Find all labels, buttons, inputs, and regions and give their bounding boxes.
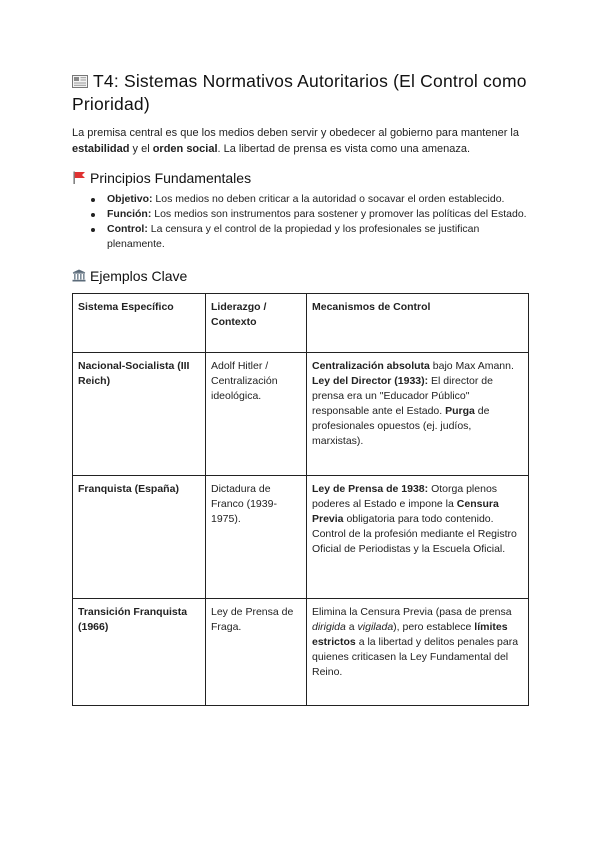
examples-heading: Ejemplos Clave xyxy=(72,266,528,286)
column-header: Liderazgo / Contexto xyxy=(206,294,307,353)
column-header: Sistema Específico xyxy=(73,294,206,353)
document-title xyxy=(72,70,528,116)
newspaper-icon xyxy=(72,75,88,88)
context-cell: Adolf Hitler / Centralización ideológica. xyxy=(206,353,307,476)
mechanisms-cell: Ley de Prensa de 1938: Otorga plenos poderes al Estado e impone la Censura Previa obligatoria para todo contenido. Control de la profesión mediante el Registro Oficial de Periodistas y la Escuela Oficial. xyxy=(307,476,529,599)
principles-list xyxy=(72,192,528,252)
intro-paragraph: La premisa central es que los medios deben servir y obedecer al gobierno para mantener la estabilidad y el orden social. La libertad de prensa es vista como una amenaza. xyxy=(72,127,519,155)
principles-heading: Principios Fundamentales xyxy=(72,168,528,188)
document-page xyxy=(72,70,528,706)
mechanisms-cell: Centralización absoluta bajo Max Amann. Ley del Director (1933): El director de prensa era un "Educador Público" responsable ante el Estado. Purga de profesionales opuestos (ej. judíos, marxistas). xyxy=(307,353,529,476)
system-cell: Nacional-Socialista (III Reich) xyxy=(73,353,206,476)
list-item: Objetivo: Los medios no deben criticar a la autoridad o socavar el orden establecido. xyxy=(107,192,528,207)
title-text: T4: Sistemas Normativos Autoritarios (El Control como Prioridad) xyxy=(72,71,527,114)
red-flag-icon xyxy=(72,171,86,184)
context-cell: Ley de Prensa de Fraga. xyxy=(206,599,307,706)
table-row xyxy=(73,599,529,706)
system-cell: Franquista (España) xyxy=(73,476,206,599)
table-row xyxy=(73,476,529,599)
context-cell: Dictadura de Franco (1939-1975). xyxy=(206,476,307,599)
list-item: Función: Los medios son instrumentos para sostener y promover las políticas del Estado. xyxy=(107,207,528,222)
column-header: Mecanismos de Control xyxy=(307,294,529,353)
table-row xyxy=(73,353,529,476)
mechanisms-cell: Elimina la Censura Previa (pasa de prensa dirigida a vigilada), pero establece límites estrictos a la libertad y delitos penales para quienes criticasen la Ley Fundamental del Reino. xyxy=(307,599,529,706)
system-cell: Transición Franquista (1966) xyxy=(73,599,206,706)
table-header-row xyxy=(73,294,529,353)
classical-building-icon xyxy=(72,269,86,282)
list-item: Control: La censura y el control de la propiedad y los profesionales se justifican plenamente. xyxy=(107,222,528,252)
examples-table xyxy=(72,293,529,706)
